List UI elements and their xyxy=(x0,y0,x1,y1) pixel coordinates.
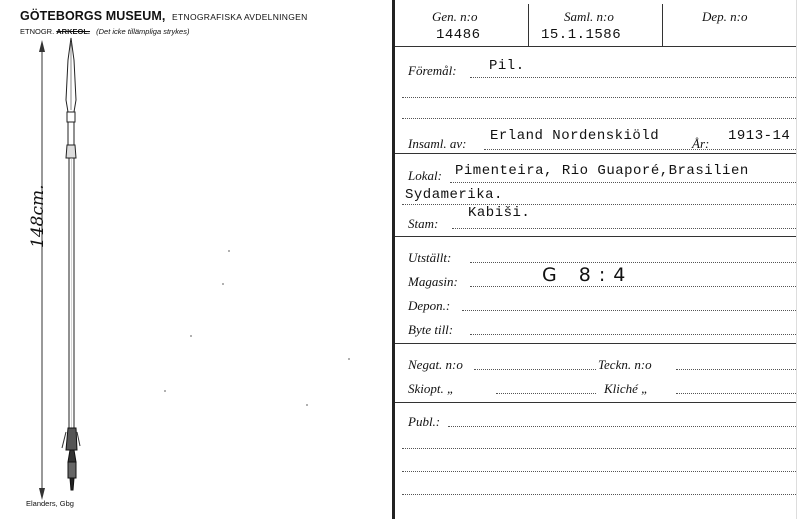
stam-label: Stam: xyxy=(408,216,439,231)
lokal-label: Lokal: xyxy=(408,168,442,183)
gen-no-label: Gen. n:o xyxy=(432,9,478,24)
card-left-border xyxy=(392,0,395,519)
skiopt-label: Skiopt. „ xyxy=(408,381,455,396)
depon-label: Depon.: xyxy=(408,298,451,313)
saml-no-value: 15.1.1586 xyxy=(541,27,622,43)
magasin-label: Magasin: xyxy=(408,274,458,289)
dep-no-label: Dep. n:o xyxy=(702,9,748,24)
ar-label: År: xyxy=(692,136,710,151)
arrow-drawing xyxy=(0,0,392,519)
strike-note: (Det icke tillämpliga strykes) xyxy=(96,27,190,36)
magasin-value: G 8:4 xyxy=(542,264,634,286)
insaml-label: Insaml. av: xyxy=(408,136,467,151)
fletching-lower xyxy=(68,462,76,478)
stam-value: Kabiši. xyxy=(468,205,531,221)
lokal-value-2: Sydamerika. xyxy=(405,187,503,203)
gen-no-value: 14486 xyxy=(436,27,481,43)
ar-value: 1913-14 xyxy=(728,128,791,144)
foremal-label: Föremål: xyxy=(408,63,457,78)
printer-credit: Elanders, Gbg xyxy=(26,499,74,508)
struck-dept: ARKEOL. xyxy=(56,27,91,36)
binding-upper xyxy=(67,112,75,122)
lokal-value: Pimenteira, Rio Guaporé,Brasilien xyxy=(455,163,749,179)
kliche-label: Kliché „ xyxy=(604,381,649,396)
publ-label: Publ.: xyxy=(408,414,441,429)
binding-lower xyxy=(66,145,76,158)
department-name: ETNOGRAFISKA AVDELNINGEN xyxy=(172,12,308,22)
card-right-edge xyxy=(796,0,797,519)
utstallt-label: Utställt: xyxy=(408,250,452,265)
saml-no-label: Saml. n:o xyxy=(564,9,614,24)
byte-label: Byte till: xyxy=(408,322,454,337)
negat-label: Negat. n:o xyxy=(408,357,463,372)
foremal-value: Pil. xyxy=(489,58,525,74)
fletching-upper xyxy=(66,428,77,450)
museum-name: GÖTEBORGS MUSEUM, xyxy=(20,9,166,23)
insaml-value: Erland Nordenskiöld xyxy=(490,128,660,144)
dept-short: ETNOGR. xyxy=(20,27,55,36)
teckn-label: Teckn. n:o xyxy=(598,357,652,372)
length-annotation: 148cm. xyxy=(28,184,48,248)
nock xyxy=(70,478,74,490)
measure-arrow-top xyxy=(39,40,45,52)
